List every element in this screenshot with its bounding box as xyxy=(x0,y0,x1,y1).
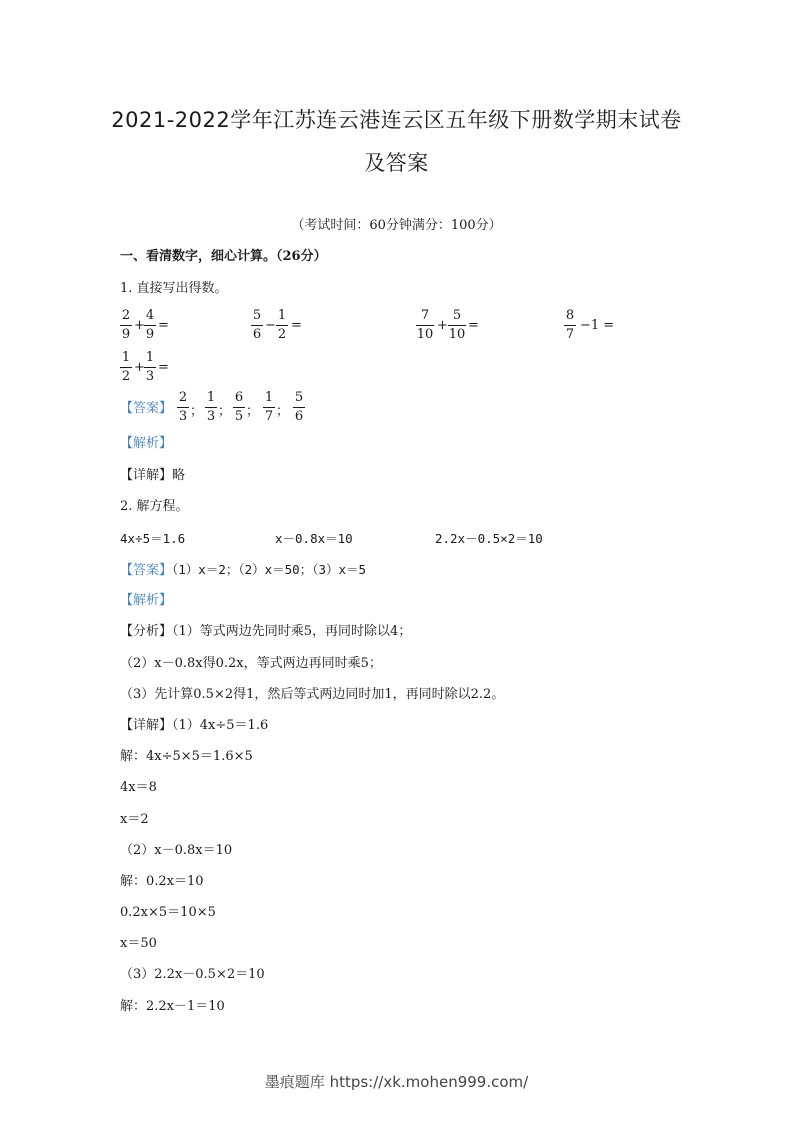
doc-title-line1: 2021-2022学年江苏连云港连云区五年级下册数学期末试卷 xyxy=(111,108,682,132)
footer-watermark: 墨痕题库 https://xk.mohen999.com/ xyxy=(264,1073,529,1091)
q2-stem: 2. 解方程。 xyxy=(120,499,189,514)
answer-text: （1）x＝2；（2）x＝50；（3）x＝5 xyxy=(172,562,367,577)
answer-tag: 【答案】 xyxy=(120,401,173,416)
q2-fenxi-2: （2）x－0.8x得0.2x，等式两边再同时乘5； xyxy=(120,656,382,671)
solution-step: x＝50 xyxy=(120,936,157,951)
answer-fraction: 6 5 xyxy=(234,390,244,424)
q2-detail-1 xyxy=(120,717,268,735)
solution-step: 0.2x×5＝10×5 xyxy=(120,905,216,920)
separator: ； xyxy=(276,404,290,419)
detail-text: 略 xyxy=(172,468,186,483)
q2-analysis-tag: 【解析】 xyxy=(120,593,173,608)
fraction: 4 9 xyxy=(145,308,155,342)
separator: ； xyxy=(218,404,232,419)
fraction: 1 2 xyxy=(121,350,131,384)
q1-detail xyxy=(120,467,185,485)
solution-step: （3）2.2x－0.5×2＝10 xyxy=(120,967,265,982)
q2-equation-2: x－0.8x＝10 xyxy=(275,531,353,546)
q2-equation-3: 2.2x－0.5×2＝10 xyxy=(435,531,543,546)
detail-tag: 【详解】 xyxy=(120,468,173,483)
equals-sign: = xyxy=(291,318,302,333)
solution-step: 解：4x÷5×5＝1.6×5 xyxy=(120,749,253,764)
fraction: 5 10 xyxy=(448,308,466,342)
equals-sign: = xyxy=(158,318,169,333)
separator: ； xyxy=(190,404,204,419)
operator: + xyxy=(134,360,145,375)
fenxi-text: （1）等式两边先同时乘5，再同时除以4； xyxy=(172,624,412,639)
q1-analysis-tag: 【解析】 xyxy=(120,436,173,451)
operator-tail: −1 = xyxy=(580,318,615,333)
detail-tag: 【详解】 xyxy=(120,718,173,733)
doc-title-line2: 及答案 xyxy=(364,151,429,175)
operator: + xyxy=(134,318,145,333)
answer-fraction: 1 7 xyxy=(264,390,274,424)
fenxi-tag: 【分析】 xyxy=(120,624,173,639)
detail-text: （1）4x÷5＝1.6 xyxy=(172,718,269,733)
fraction: 1 3 xyxy=(145,350,155,384)
answer-fraction: 2 3 xyxy=(178,390,188,424)
fraction: 5 6 xyxy=(252,308,262,342)
q2-answer xyxy=(120,561,366,580)
answer-fraction: 1 3 xyxy=(206,390,216,424)
q2-fenxi-1 xyxy=(120,623,411,641)
solution-step: 解：2.2x－1＝10 xyxy=(120,999,225,1014)
fraction: 1 2 xyxy=(277,308,287,342)
equals-sign: = xyxy=(468,318,479,333)
solution-step: （2）x－0.8x＝10 xyxy=(120,843,233,858)
exam-info: （考试时间：60分钟满分：100分） xyxy=(291,218,502,233)
q2-equation-1: 4x÷5＝1.6 xyxy=(120,531,186,546)
solution-step: x＝2 xyxy=(120,812,149,827)
solution-step: 4x＝8 xyxy=(120,780,157,795)
q2-fenxi-3: （3）先计算0.5×2得1，然后等式两边同时加1，再同时除以2.2。 xyxy=(120,687,505,702)
operator: + xyxy=(437,318,448,333)
q1-stem: 1. 直接写出得数。 xyxy=(120,281,228,296)
answer-fraction: 5 6 xyxy=(294,390,304,424)
equals-sign: = xyxy=(158,360,169,375)
answer-tag: 【答案】 xyxy=(120,563,173,578)
operator: − xyxy=(265,318,276,333)
separator: ； xyxy=(246,404,260,419)
section-heading: 一、看清数字，细心计算。（26分） xyxy=(120,249,327,264)
fraction: 8 7 xyxy=(565,308,575,342)
fraction: 2 9 xyxy=(121,308,131,342)
fraction: 7 10 xyxy=(416,308,434,342)
solution-step: 解：0.2x＝10 xyxy=(120,874,204,889)
